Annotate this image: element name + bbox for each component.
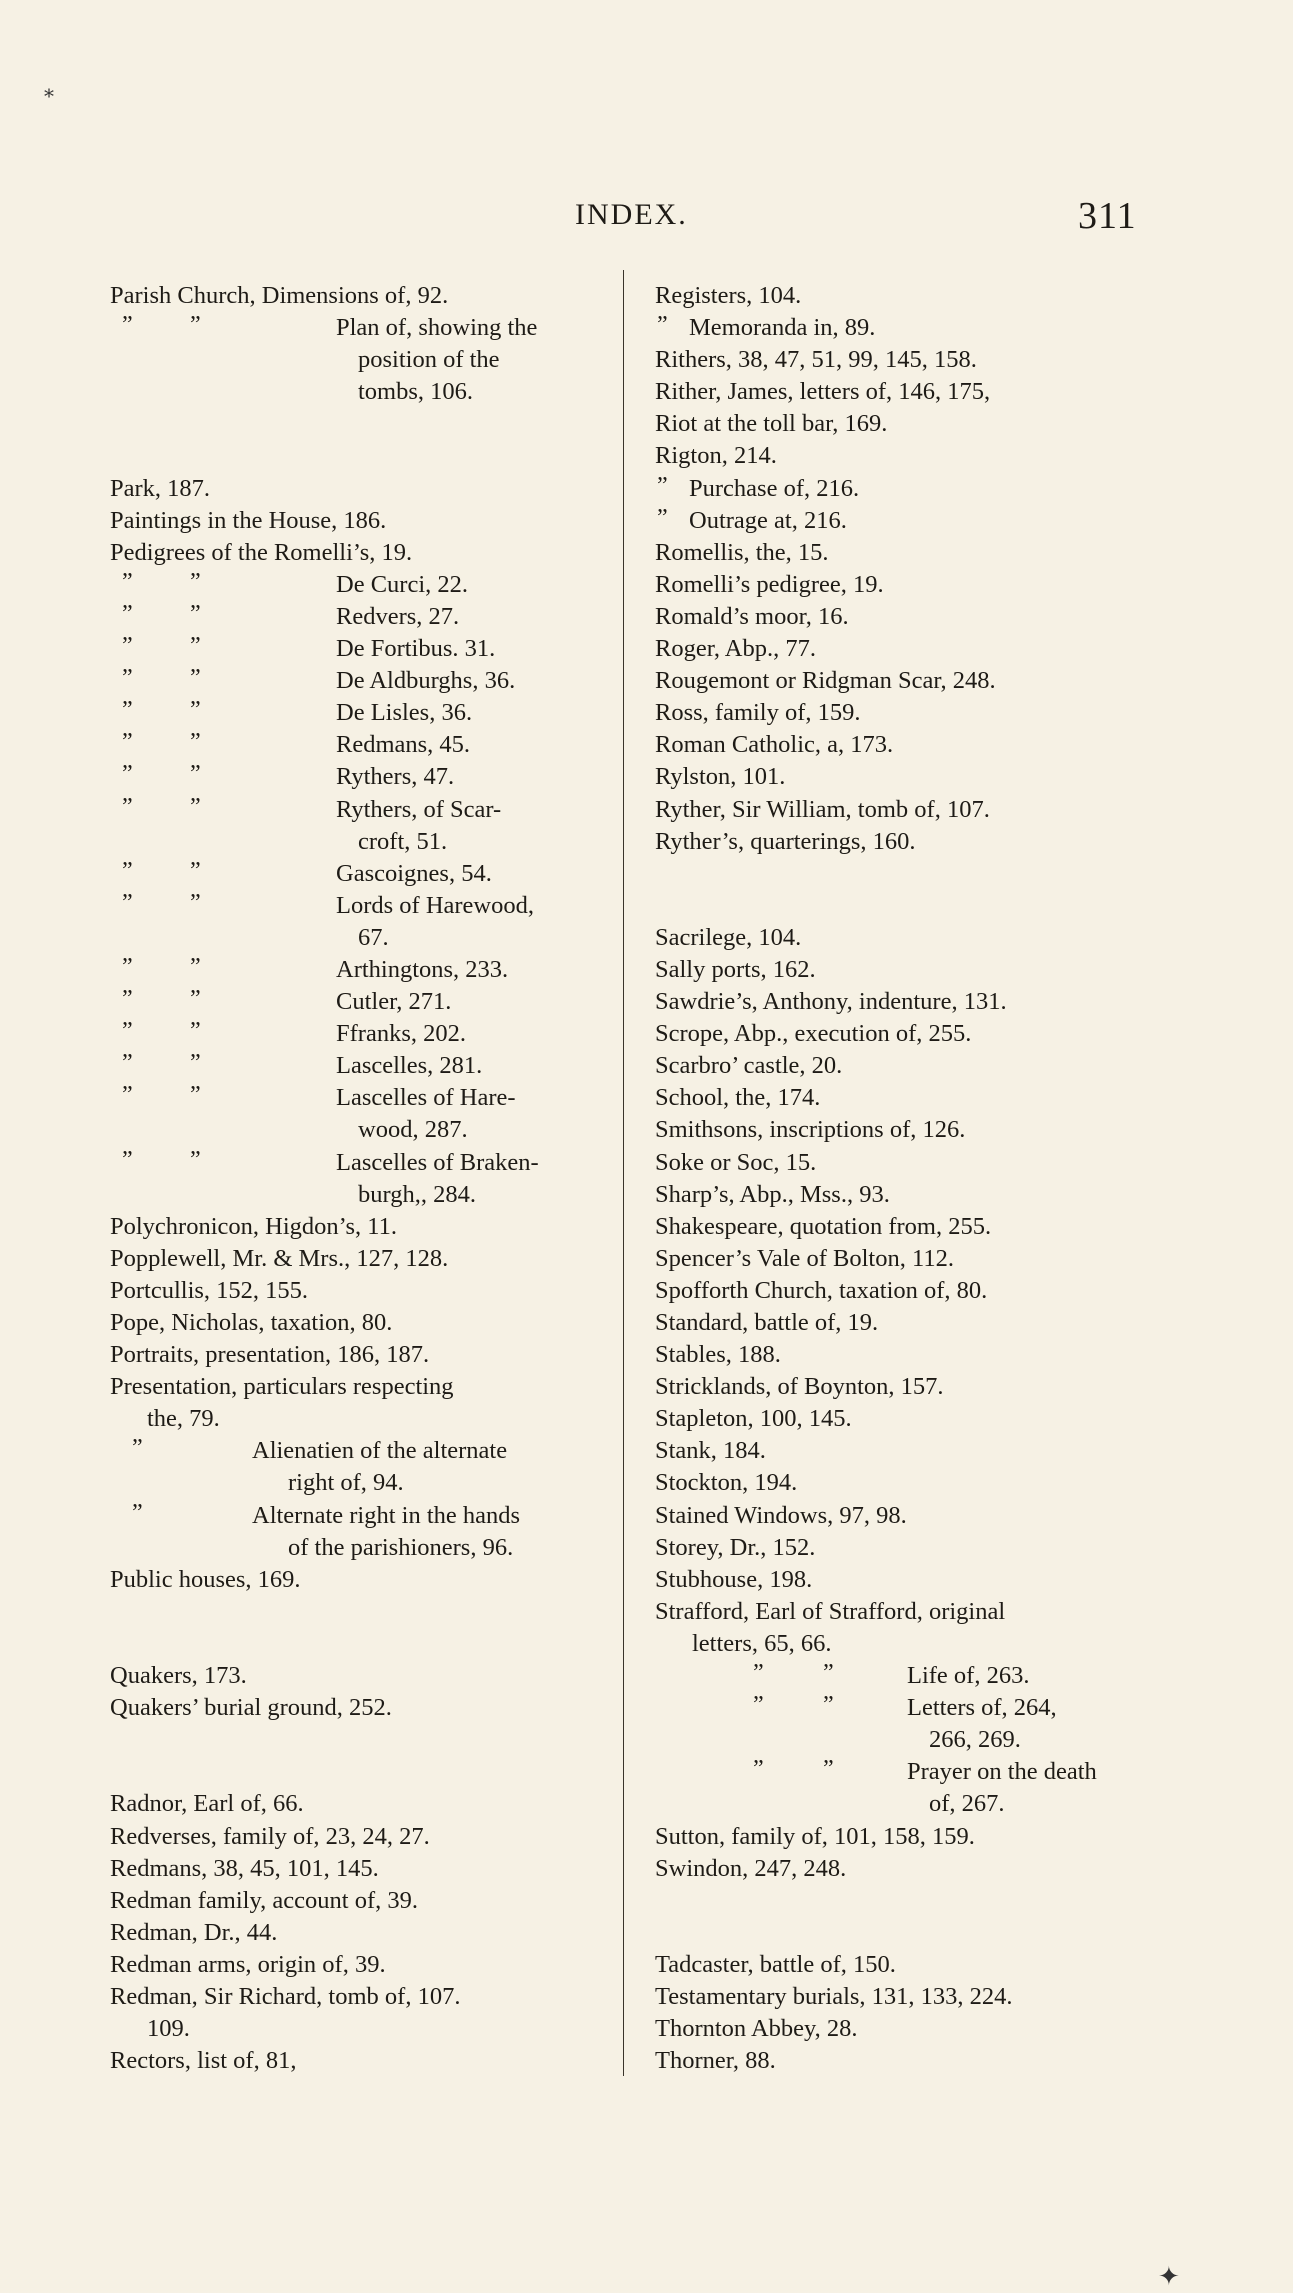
index-line: burgh,, 284.: [358, 1180, 476, 1208]
index-entry: [655, 1949, 1150, 1981]
index-line: wood, 287.: [358, 1116, 468, 1144]
section-gap: [655, 858, 1150, 922]
index-line: Sawdrie’s, Anthony, indenture, 131.: [655, 988, 1007, 1016]
index-line: Shakespeare, quotation from, 255.: [655, 1212, 992, 1240]
index-entry: [655, 922, 1150, 954]
index-entry: [110, 1211, 615, 1243]
index-line: Purchase of, 216.: [689, 474, 860, 502]
index-entry: [110, 1371, 615, 1435]
ditto-mark: ”: [753, 1756, 764, 1783]
index-subentry: [110, 1147, 615, 1211]
index-subentry: [110, 954, 615, 986]
page-title: INDEX.: [575, 198, 688, 231]
index-entry: [655, 794, 1150, 826]
index-line: Rithers, 38, 47, 51, 99, 145, 158.: [655, 346, 977, 374]
index-entry: [655, 1564, 1150, 1596]
index-line: Romellis, the, 15.: [655, 538, 829, 566]
index-line: Park, 187.: [110, 474, 211, 502]
index-subentry: [110, 633, 615, 665]
index-subentry: [110, 794, 615, 858]
index-line: 109.: [147, 2015, 190, 2043]
index-subentry: [110, 1435, 615, 1499]
index-subentry: [110, 729, 615, 761]
index-line: Ryther’s, quarterings, 160.: [655, 827, 916, 855]
ditto-mark: ”: [190, 568, 201, 595]
index-line: Arthingtons, 233.: [336, 955, 509, 983]
index-line: Thorner, 88.: [655, 2047, 776, 2075]
index-line: Pedigrees of the Romelli’s, 19.: [110, 538, 413, 566]
index-line: Ryther, Sir William, tomb of, 107.: [655, 795, 990, 823]
index-line: the, 79.: [147, 1405, 220, 1433]
index-line: Radnor, Earl of, 66.: [110, 1790, 304, 1818]
ditto-mark: ”: [122, 986, 133, 1013]
index-entry: [655, 1435, 1150, 1467]
index-line: De Lisles, 36.: [336, 699, 473, 727]
index-entry: [655, 1981, 1150, 2013]
index-entry: [655, 601, 1150, 633]
index-line: Memoranda in, 89.: [689, 314, 876, 342]
ditto-mark: ”: [122, 857, 133, 884]
index-entry: [655, 537, 1150, 569]
index-line: Registers, 104.: [655, 282, 802, 309]
index-line: Alternate right in the hands: [252, 1501, 521, 1529]
ditto-mark: ”: [190, 697, 201, 724]
index-entry: [110, 1885, 615, 1917]
ditto-mark: ”: [122, 600, 133, 627]
ditto-mark: ”: [190, 761, 201, 788]
index-entry: [655, 408, 1150, 440]
index-entry: [655, 1114, 1150, 1146]
index-entry: [110, 1917, 615, 1949]
ditto-mark: ”: [132, 1435, 143, 1462]
index-line: Rigton, 214.: [655, 442, 777, 470]
index-line: Redman, Sir Richard, tomb of, 107.: [110, 1982, 461, 2010]
index-line: Riot at the toll bar, 169.: [655, 410, 888, 438]
index-line: Polychronicon, Higdon’s, 11.: [110, 1212, 397, 1240]
index-line: De Fortibus. 31.: [336, 635, 496, 663]
index-line: Lords of Harewood,: [336, 891, 534, 919]
ditto-mark: ”: [753, 1660, 764, 1687]
ditto-mark: ”: [823, 1756, 834, 1783]
index-entry: [655, 1050, 1150, 1082]
index-line: croft, 51.: [358, 827, 448, 855]
index-entry: [655, 1179, 1150, 1211]
index-entry: [110, 1564, 615, 1596]
index-subentry: [110, 1500, 615, 1564]
index-entry: [655, 440, 1150, 472]
ditto-mark: ”: [190, 857, 201, 884]
index-entry: [110, 1821, 615, 1853]
index-line: Redmans, 45.: [336, 731, 471, 759]
index-line: Paintings in the House, 186.: [110, 506, 387, 534]
index-line: Romelli’s pedigree, 19.: [655, 570, 884, 598]
index-subentry: [655, 1756, 1150, 1820]
index-subentry: [110, 569, 615, 601]
index-line: Stricklands, of Boynton, 157.: [655, 1373, 944, 1401]
index-entry: [110, 1275, 615, 1307]
ditto-mark: ”: [190, 633, 201, 660]
ditto-mark: ”: [122, 1082, 133, 1109]
index-subentry: [655, 505, 1150, 537]
index-subentry: [655, 312, 1150, 344]
index-line: Redmans, 38, 45, 101, 145.: [110, 1854, 379, 1882]
index-entry: [655, 1307, 1150, 1339]
index-line: Redman, Dr., 44.: [110, 1918, 278, 1946]
index-entry: [655, 376, 1150, 408]
index-line: Redvers, 27.: [336, 602, 460, 630]
index-line: De Curci, 22.: [336, 570, 468, 598]
index-line: Stables, 188.: [655, 1341, 781, 1369]
index-line: Cutler, 271.: [336, 988, 452, 1016]
ditto-mark: ”: [122, 889, 133, 916]
index-line: Lascelles of Braken-: [336, 1148, 539, 1176]
index-line: Stank, 184.: [655, 1437, 766, 1465]
index-line: Redman arms, origin of, 39.: [110, 1950, 386, 1978]
index-line: Spofforth Church, taxation of, 80.: [655, 1276, 988, 1304]
index-line: Gascoignes, 54.: [336, 859, 492, 887]
index-line: Rylston, 101.: [655, 763, 786, 791]
index-entry: [110, 280, 615, 312]
index-entry: [655, 633, 1150, 665]
index-line: Scarbro’ castle, 20.: [655, 1052, 843, 1080]
index-line: Strafford, Earl of Strafford, original: [655, 1597, 1006, 1625]
index-line: Standard, battle of, 19.: [655, 1309, 879, 1336]
index-entry: [655, 1596, 1150, 1660]
index-entry: [655, 761, 1150, 793]
index-line: Sharp’s, Abp., Mss., 93.: [655, 1180, 890, 1208]
index-entry: [655, 2013, 1150, 2045]
ditto-mark: ”: [122, 568, 133, 595]
index-line: Sally ports, 162.: [655, 955, 816, 983]
index-subentry: [110, 601, 615, 633]
index-line: Portraits, presentation, 186, 187.: [110, 1341, 430, 1369]
index-line: of the parishioners, 96.: [288, 1533, 514, 1561]
index-subentry: [110, 986, 615, 1018]
index-entry: [655, 1532, 1150, 1564]
index-line: right of, 94.: [288, 1469, 404, 1497]
index-entry: [110, 537, 615, 569]
index-line: Rither, James, letters of, 146, 175,: [655, 378, 991, 406]
index-entry: [655, 1147, 1150, 1179]
index-line: Ffranks, 202.: [336, 1020, 466, 1048]
index-line: of, 267.: [929, 1790, 1005, 1818]
index-line: Scrope, Abp., execution of, 255.: [655, 1020, 972, 1048]
index-line: Public houses, 169.: [110, 1565, 301, 1593]
ditto-mark: ”: [657, 312, 668, 339]
index-entry: [110, 1339, 615, 1371]
index-subentry: [110, 1018, 615, 1050]
index-column-right: [655, 280, 1150, 2077]
index-line: 266, 269.: [929, 1726, 1021, 1754]
index-entry: [655, 729, 1150, 761]
index-subentry: [110, 312, 615, 408]
corner-mark-top: ⁎: [44, 80, 54, 102]
column-divider: [623, 270, 624, 2076]
ditto-mark: ”: [657, 504, 668, 531]
ditto-mark: ”: [753, 1692, 764, 1719]
ditto-mark: ”: [190, 729, 201, 756]
ditto-mark: ”: [122, 312, 133, 339]
index-line: Presentation, particulars respecting: [110, 1373, 454, 1401]
index-entry: [655, 1500, 1150, 1532]
index-entry: [655, 986, 1150, 1018]
index-entry: [655, 2045, 1150, 2077]
index-line: Roger, Abp., 77.: [655, 635, 816, 663]
section-gap: [110, 1596, 615, 1660]
index-line: Romald’s moor, 16.: [655, 602, 849, 630]
section-gap: [655, 1885, 1150, 1949]
ditto-mark: ”: [122, 793, 133, 820]
index-line: Thornton Abbey, 28.: [655, 2015, 858, 2043]
index-line: Redverses, family of, 23, 24, 27.: [110, 1822, 430, 1850]
ditto-mark: ”: [122, 761, 133, 788]
index-line: Lascelles of Hare-: [336, 1084, 516, 1112]
index-line: Quakers’ burial ground, 252.: [110, 1694, 392, 1722]
ditto-mark: ”: [190, 665, 201, 692]
index-subentry: [110, 1050, 615, 1082]
index-entry: [110, 2045, 615, 2077]
ditto-mark: ”: [657, 472, 668, 499]
ditto-mark: ”: [132, 1499, 143, 1526]
corner-mark-bottom: ✦: [1158, 2262, 1180, 2291]
index-subentry: [110, 858, 615, 890]
index-line: School, the, 174.: [655, 1084, 821, 1112]
index-entry: [110, 1981, 615, 2045]
index-entry: [655, 665, 1150, 697]
index-line: Life of, 263.: [907, 1662, 1030, 1690]
index-line: Rythers, 47.: [336, 763, 455, 791]
ditto-mark: ”: [122, 1018, 133, 1045]
index-line: Parish Church, Dimensions of, 92.: [110, 282, 449, 309]
section-gap: [110, 1724, 615, 1788]
index-line: Outrage at, 216.: [689, 506, 847, 534]
index-line: Popplewell, Mr. & Mrs., 127, 128.: [110, 1244, 449, 1272]
ditto-mark: ”: [190, 312, 201, 339]
index-line: tombs, 106.: [358, 378, 474, 406]
index-entry: [655, 344, 1150, 376]
index-subentry: [655, 1660, 1150, 1692]
index-entry: [655, 1082, 1150, 1114]
ditto-mark: ”: [190, 600, 201, 627]
ditto-mark: ”: [190, 953, 201, 980]
ditto-mark: ”: [823, 1660, 834, 1687]
index-subentry: [110, 665, 615, 697]
index-line: Roman Catholic, a, 173.: [655, 731, 894, 759]
index-subentry: [110, 890, 615, 954]
index-line: Stubhouse, 198.: [655, 1565, 813, 1593]
index-subentry: [655, 473, 1150, 505]
ditto-mark: ”: [190, 1018, 201, 1045]
index-entry: [655, 1339, 1150, 1371]
ditto-mark: ”: [122, 665, 133, 692]
index-entry: [655, 1371, 1150, 1403]
index-line: De Aldburghs, 36.: [336, 667, 516, 695]
index-entry: [655, 954, 1150, 986]
index-subentry: [110, 761, 615, 793]
index-line: Prayer on the death: [907, 1758, 1097, 1786]
index-line: Letters of, 264,: [907, 1694, 1057, 1722]
index-entry: [110, 505, 615, 537]
ditto-mark: ”: [122, 697, 133, 724]
index-entry: [655, 1467, 1150, 1499]
ditto-mark: ”: [190, 1050, 201, 1077]
ditto-mark: ”: [190, 793, 201, 820]
index-entry: [655, 569, 1150, 601]
ditto-mark: ”: [122, 953, 133, 980]
index-entry: [655, 826, 1150, 858]
index-entry: [110, 1660, 615, 1692]
index-entry: [655, 1821, 1150, 1853]
index-line: Soke or Soc, 15.: [655, 1148, 817, 1176]
page-number: 311: [1078, 195, 1137, 237]
ditto-mark: ”: [823, 1692, 834, 1719]
index-line: Lascelles, 281.: [336, 1052, 483, 1080]
index-line: letters, 65, 66.: [692, 1629, 832, 1657]
ditto-mark: ”: [122, 729, 133, 756]
index-subentry: [110, 697, 615, 729]
index-line: Spencer’s Vale of Bolton, 112.: [655, 1244, 954, 1272]
index-line: Tadcaster, battle of, 150.: [655, 1950, 896, 1978]
index-line: Redman family, account of, 39.: [110, 1886, 418, 1914]
index-entry: [110, 1692, 615, 1724]
index-line: Stockton, 194.: [655, 1469, 798, 1497]
index-line: Sacrilege, 104.: [655, 923, 802, 951]
index-line: Testamentary burials, 131, 133, 224.: [655, 1982, 1013, 2010]
index-line: Portcullis, 152, 155.: [110, 1276, 309, 1304]
index-line: Ross, family of, 159.: [655, 699, 861, 727]
index-entry: [110, 1949, 615, 1981]
index-entry: [655, 1018, 1150, 1050]
index-entry: [655, 1403, 1150, 1435]
section-gap: [110, 408, 615, 472]
ditto-mark: ”: [122, 1146, 133, 1173]
index-line: position of the: [358, 346, 500, 374]
index-entry: [655, 1275, 1150, 1307]
index-entry: [655, 697, 1150, 729]
index-line: 67.: [358, 923, 389, 951]
index-entry: [110, 1307, 615, 1339]
index-entry: [110, 473, 615, 505]
index-line: Plan of, showing the: [336, 314, 538, 342]
index-line: Rougemont or Ridgman Scar, 248.: [655, 667, 996, 695]
index-entry: [655, 280, 1150, 312]
index-line: Alienatien of the alternate: [252, 1437, 508, 1465]
index-line: Sutton, family of, 101, 158, 159.: [655, 1822, 975, 1850]
index-subentry: [655, 1692, 1150, 1756]
index-entry: [110, 1243, 615, 1275]
ditto-mark: ”: [122, 1050, 133, 1077]
index-entry: [655, 1211, 1150, 1243]
index-line: Pope, Nicholas, taxation, 80.: [110, 1309, 393, 1336]
ditto-mark: ”: [190, 1082, 201, 1109]
index-column-left: [110, 280, 615, 2077]
ditto-mark: ”: [190, 1146, 201, 1173]
index-line: Smithsons, inscriptions of, 126.: [655, 1116, 966, 1144]
index-entry: [110, 1788, 615, 1820]
index-line: Stapleton, 100, 145.: [655, 1405, 852, 1433]
index-entry: [110, 1853, 615, 1885]
page-header: [0, 196, 1293, 246]
index-line: Storey, Dr., 152.: [655, 1533, 816, 1561]
index-subentry: [110, 1082, 615, 1146]
ditto-mark: ”: [190, 986, 201, 1013]
ditto-mark: ”: [190, 889, 201, 916]
index-line: Rythers, of Scar-: [336, 795, 502, 823]
index-entry: [655, 1243, 1150, 1275]
index-line: Stained Windows, 97, 98.: [655, 1501, 907, 1529]
ditto-mark: ”: [122, 633, 133, 660]
index-entry: [655, 1853, 1150, 1885]
index-line: Swindon, 247, 248.: [655, 1854, 847, 1882]
index-line: Quakers, 173.: [110, 1662, 247, 1690]
index-line: Rectors, list of, 81,: [110, 2047, 297, 2075]
